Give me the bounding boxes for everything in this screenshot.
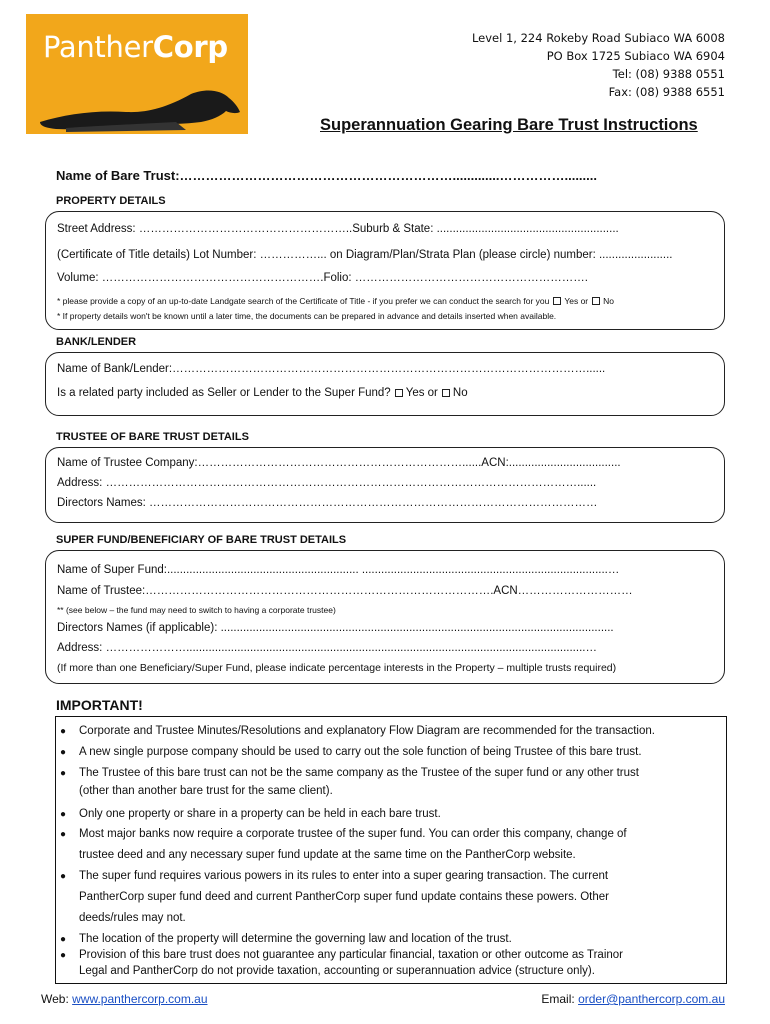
important-item-text: Most major banks now require a corporate trustee of the super fund. You can order this company, change of	[79, 828, 627, 840]
super-fund-trustee-field[interactable]: Name of Trustee:……………………………………………………………………………….ACN…………………………	[57, 585, 633, 597]
bullet-icon: ●	[60, 934, 67, 945]
logo-text	[43, 30, 228, 64]
super-fund-trustee-note: ** (see below – the fund may need to switch to having a corporate trustee)	[57, 605, 336, 615]
trustee-company-field[interactable]: Name of Trustee Company:……………………………………………………………......ACN:...................................	[57, 457, 621, 469]
important-item-text: Only one property or share in a property can be held in each bare trust.	[79, 808, 441, 820]
street-address-field[interactable]: Street Address: ………………………………………………..Suburb & State: .........................................................	[57, 223, 619, 235]
important-item-text: (other than another bare trust for the same client).	[79, 785, 333, 797]
important-item-continuation	[60, 887, 609, 908]
footer-email	[541, 992, 725, 1006]
related-party-yes-label: Yes or	[405, 387, 438, 399]
bare-trust-name-field[interactable]: Name of Bare Trust:……………………………………………………….............…………….........	[56, 168, 597, 183]
trustee-heading: TRUSTEE OF BARE TRUST DETAILS	[56, 431, 249, 443]
logo-text-panther: Panther	[43, 30, 153, 64]
important-item-text: A new single purpose company should be used to carry out the sole function of being Trustee of this bare trust.	[79, 746, 642, 758]
panther-icon	[26, 64, 248, 134]
document-title: Superannuation Gearing Bare Trust Instructions	[320, 116, 698, 134]
bullet-icon: ●	[60, 871, 67, 882]
important-item-continuation	[60, 961, 595, 982]
related-party-yes-checkbox[interactable]	[395, 389, 403, 397]
email-link[interactable]: order@panthercorp.com.au	[578, 992, 725, 1006]
important-item-text: deeds/rules may not.	[79, 912, 186, 924]
panthercorp-logo	[26, 14, 248, 134]
property-details-heading: PROPERTY DETAILS	[56, 195, 166, 207]
important-item-text: The location of the property will determine the governing law and location of the trust.	[79, 933, 512, 945]
super-fund-heading: SUPER FUND/BENEFICIARY OF BARE TRUST DETAILS	[56, 534, 347, 546]
website-link[interactable]: www.panthercorp.com.au	[72, 992, 208, 1006]
email-label: Email:	[541, 992, 579, 1006]
important-item-continuation	[60, 908, 186, 929]
landgate-no-label: No	[603, 296, 615, 306]
address-tel: Tel: (08) 9388 0551	[612, 67, 725, 81]
related-party-no-label: No	[452, 387, 468, 399]
bullet-icon: ●	[60, 829, 67, 840]
super-fund-directors-field[interactable]: Directors Names (if applicable): ...........................................................................................................................	[57, 622, 614, 634]
important-heading: IMPORTANT!	[56, 697, 143, 713]
bullet-icon: ●	[60, 726, 67, 737]
trustee-address-field[interactable]: Address: ……………………………………………………………………………………………………………......	[57, 477, 597, 489]
super-fund-multiple-note: (If more than one Beneficiary/Super Fund, please indicate percentage interests in the Property – multiple trusts required)	[57, 662, 617, 674]
important-item	[60, 824, 627, 845]
landgate-yes-label: Yes or	[564, 296, 589, 306]
company-address	[472, 29, 725, 101]
landgate-no-checkbox[interactable]	[592, 297, 600, 305]
web-label: Web:	[41, 992, 73, 1006]
important-item-text: PantherCorp super fund deed and current PantherCorp super fund update contains these powers. Other	[79, 891, 609, 903]
important-item	[60, 721, 655, 742]
footer-website	[41, 992, 208, 1006]
landgate-search-note	[57, 296, 614, 306]
related-party-no-checkbox[interactable]	[442, 389, 450, 397]
related-party-question	[57, 387, 468, 399]
important-item	[60, 742, 642, 763]
address-fax: Fax: (08) 9388 6551	[608, 85, 725, 99]
related-party-text: Is a related party included as Seller or Lender to the Super Fund?	[57, 387, 391, 399]
trustee-directors-field[interactable]: Directors Names: ………………………………………………………………………………………………………	[57, 497, 598, 509]
bullet-icon: ●	[60, 768, 67, 779]
property-details-note: * If property details won't be known until a later time, the documents can be prepared in advance and details inserted when available.	[57, 311, 557, 321]
important-item-text: Legal and PantherCorp do not provide taxation, accounting or superannuation advice (structure only).	[79, 965, 595, 977]
super-fund-address-field[interactable]: Address: ………………….............................................................................................................................…	[57, 642, 597, 654]
volume-folio-field[interactable]: Volume: ………………………………………………….Folio: …………………………………………………….	[57, 272, 588, 284]
important-item-continuation	[60, 845, 576, 866]
important-item-text: Provision of this bare trust does not guarantee any particular financial, taxation or other outcome as Trainor	[79, 949, 623, 961]
important-item-text: The super fund requires various powers in its rules to enter into a super gearing transaction. The current	[79, 870, 609, 882]
bank-lender-heading: BANK/LENDER	[56, 336, 137, 348]
landgate-yes-checkbox[interactable]	[553, 297, 561, 305]
important-item-text: trustee deed and any necessary super fund update at the same time on the PantherCorp website.	[79, 849, 576, 861]
landgate-note-text: * please provide a copy of an up-to-date Landgate search of the Certificate of Title - if you prefer we can conduct the search for you	[57, 296, 550, 306]
bullet-icon: ●	[60, 747, 67, 758]
important-item-continuation	[60, 781, 333, 802]
important-item	[60, 804, 441, 825]
bullet-icon: ●	[60, 950, 67, 961]
super-fund-name-field[interactable]: Name of Super Fund:............................................................ .............................................................................…	[57, 564, 620, 576]
bullet-icon: ●	[60, 809, 67, 820]
important-item	[60, 866, 608, 887]
important-item-text: Corporate and Trustee Minutes/Resolutions and explanatory Flow Diagram are recommended for the transaction.	[79, 725, 655, 737]
bank-lender-panel	[45, 352, 725, 416]
address-line-1: Level 1, 224 Rokeby Road Subiaco WA 6008	[471, 31, 725, 45]
bank-name-field[interactable]: Name of Bank/Lender:………………………………………………………………………………………………......	[57, 363, 606, 375]
important-item-text: The Trustee of this bare trust can not be the same company as the Trustee of the super fund or any other trust	[79, 767, 639, 779]
certificate-of-title-field[interactable]: (Certificate of Title details) Lot Number: ……………... on Diagram/Plan/Strata Plan (please circle) number: .......................	[57, 249, 673, 261]
logo-text-corp: Corp	[152, 30, 228, 64]
address-line-2: PO Box 1725 Subiaco WA 6904	[546, 49, 725, 63]
